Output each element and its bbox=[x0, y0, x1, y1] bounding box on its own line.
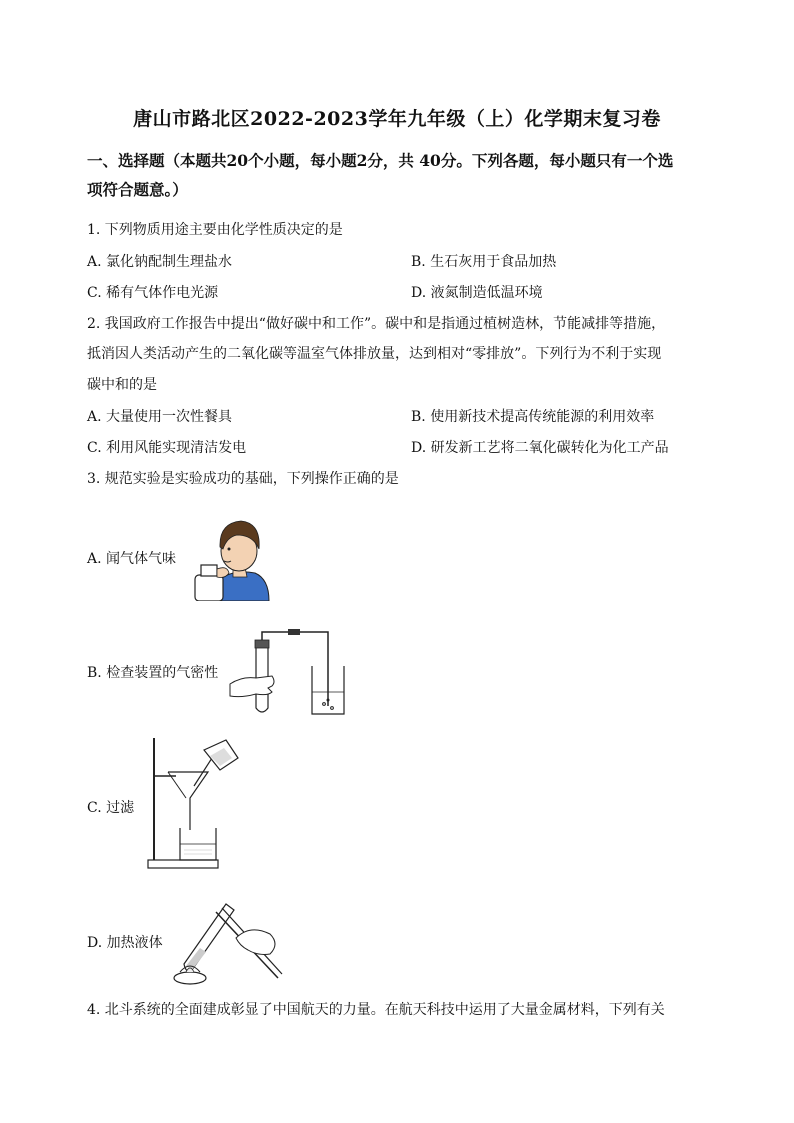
figure-smelling-gas bbox=[193, 509, 271, 601]
q2-option-b: B. 使用新技术提高传统能源的利用效率 bbox=[411, 409, 655, 425]
q2-stem-line-2: 抵消因人类活动产生的二氧化碳等温室气体排放量，达到相对“零排放”。下列行为不利于实现 bbox=[87, 346, 662, 362]
q2-stem-line-3: 碳中和的是 bbox=[87, 377, 157, 393]
q1-option-a: A. 氯化钠配制生理盐水 bbox=[87, 254, 233, 270]
q1-option-d: D. 液氮制造低温环境 bbox=[411, 285, 543, 301]
q3-option-b: B. 检查装置的气密性 bbox=[87, 665, 219, 681]
figure-filtration bbox=[146, 736, 242, 870]
page-title: 唐山市路北区2022-2023学年九年级（上）化学期末复习卷 bbox=[133, 108, 661, 130]
q3-stem: 3. 规范实验是实验成功的基础，下列操作正确的是 bbox=[87, 471, 399, 487]
section-heading-line-1: 一、选择题（本题共20个小题，每小题2分，共 40分。下列各题，每小题只有一个选 bbox=[87, 151, 674, 170]
figure-heating-liquid bbox=[170, 894, 284, 986]
q2-option-c: C. 利用风能实现清洁发电 bbox=[87, 440, 247, 456]
q4-stem-line-1: 4. 北斗系统的全面建成彰显了中国航天的力量。在航天科技中运用了大量金属材料，下列有关 bbox=[87, 1002, 665, 1018]
q1-option-c: C. 稀有气体作电光源 bbox=[87, 285, 219, 301]
q1-option-b: B. 生石灰用于食品加热 bbox=[411, 254, 557, 270]
q2-option-a: A. 大量使用一次性餐具 bbox=[87, 409, 233, 425]
q3-option-a: A. 闻气体气味 bbox=[87, 551, 177, 567]
section-heading-line-2: 项符合题意。） bbox=[87, 180, 188, 199]
figure-airtightness-check bbox=[228, 626, 354, 718]
q3-option-c: C. 过滤 bbox=[87, 800, 135, 816]
q2-stem-line-1: 2. 我国政府工作报告中提出“做好碳中和工作”。碳中和是指通过植树造林，节能减排等措施， bbox=[87, 316, 666, 332]
q2-option-d: D. 研发新工艺将二氧化碳转化为化工产品 bbox=[411, 440, 669, 456]
q1-stem: 1. 下列物质用途主要由化学性质决定的是 bbox=[87, 222, 343, 238]
q3-option-d: D. 加热液体 bbox=[87, 935, 163, 951]
